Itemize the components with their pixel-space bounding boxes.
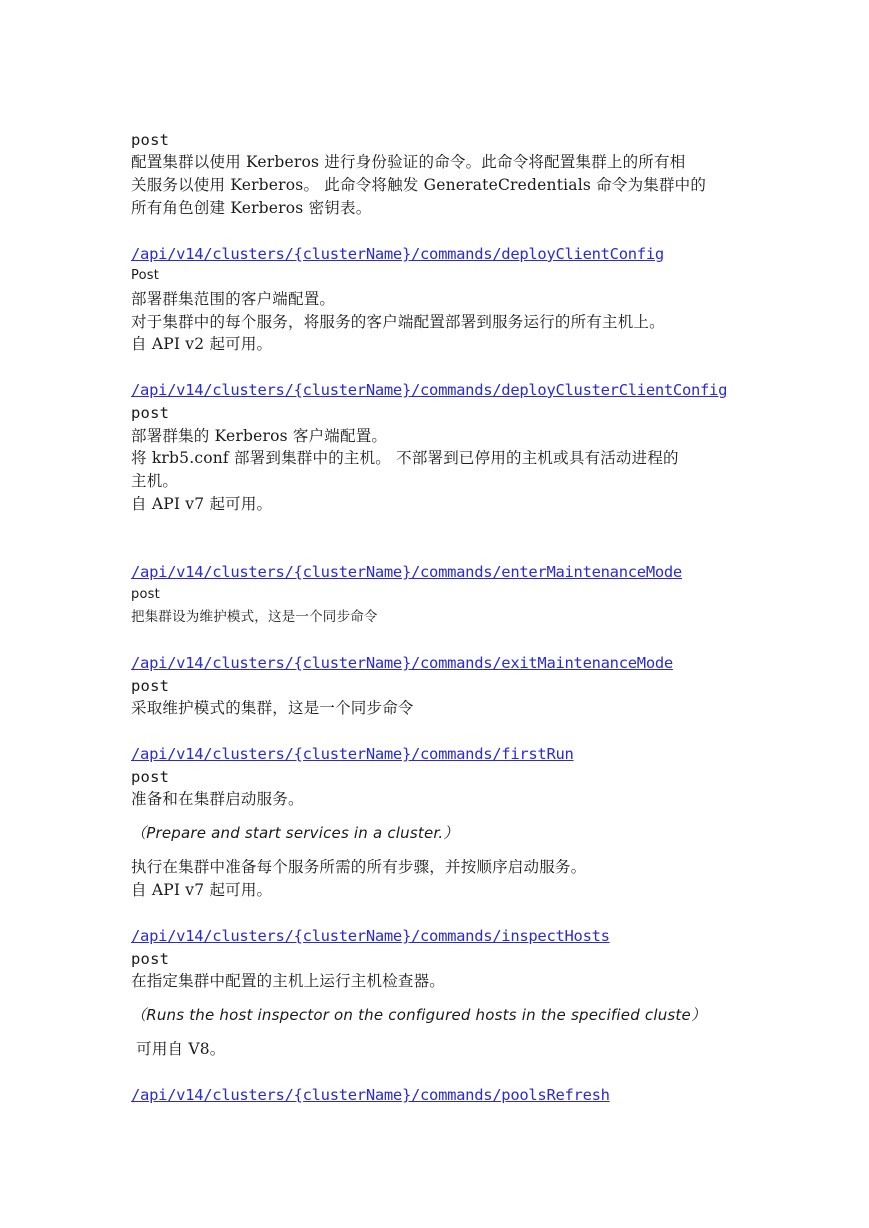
endpoint-desc-line: 将 krb5.conf 部署到集群中的主机。 不部署到已停用的主机或具有活动进程的 <box>131 449 679 467</box>
endpoint-desc-line: 对于集群中的每个服务，将服务的客户端配置部署到服务运行的所有主机上。 <box>131 313 665 331</box>
endpoint-desc-line: 准备和在集群启动服务。 <box>131 790 304 808</box>
endpoint-method: post <box>131 950 170 968</box>
intro-desc-line: 配置集群以使用 Kerberos 进行身份验证的命令。此命令将配置集群上的所有相 <box>131 153 686 171</box>
endpoint-desc-line: 主机。 <box>131 472 179 490</box>
endpoint-desc-line: 执行在集群中准备每个服务所需的所有步骤，并按顺序启动服务。 <box>131 858 587 876</box>
intro-desc-line: 所有角色创建 Kerberos 密钥表。 <box>131 199 372 217</box>
endpoint-desc-english: （Prepare and start services in a cluster.） <box>131 824 459 842</box>
endpoint-method: post <box>131 768 170 786</box>
endpoint-link-firstRun[interactable]: /api/v14/clusters/{clusterName}/commands/firstRun <box>131 745 574 763</box>
endpoint-desc-line: 自 API v7 起可用。 <box>131 881 273 899</box>
endpoint-desc-line: 自 API v2 起可用。 <box>131 335 273 353</box>
endpoint-desc-line: 自 API v7 起可用。 <box>131 495 273 513</box>
endpoint-link-inspectHosts[interactable]: /api/v14/clusters/{clusterName}/commands/inspectHosts <box>131 927 610 945</box>
endpoint-method: post <box>131 587 160 602</box>
endpoint-desc-english: （Runs the host inspector on the configured hosts in the specified cluste） <box>131 1006 707 1024</box>
endpoint-desc-line: 部署群集范围的客户端配置。 <box>131 290 336 308</box>
endpoint-method: post <box>131 677 170 695</box>
endpoint-link-enterMaintenanceMode[interactable]: /api/v14/clusters/{clusterName}/commands/enterMaintenanceMode <box>131 563 682 581</box>
intro-method: post <box>131 131 170 149</box>
endpoint-desc-line: 把集群设为维护模式，这是一个同步命令 <box>131 609 378 625</box>
endpoint-desc-line: 在指定集群中配置的主机上运行主机检查器。 <box>131 972 446 990</box>
endpoint-desc-line: 部署群集的 Kerberos 客户端配置。 <box>131 427 388 445</box>
endpoint-desc-line: 可用自 V8。 <box>131 1040 226 1058</box>
endpoint-method: Post <box>131 268 159 283</box>
endpoint-link-deployClientConfig[interactable]: /api/v14/clusters/{clusterName}/commands/deployClientConfig <box>131 245 664 263</box>
endpoint-link-poolsRefresh[interactable]: /api/v14/clusters/{clusterName}/commands/poolsRefresh <box>131 1086 610 1104</box>
endpoint-link-exitMaintenanceMode[interactable]: /api/v14/clusters/{clusterName}/commands/exitMaintenanceMode <box>131 654 673 672</box>
endpoint-desc-line: 采取维护模式的集群，这是一个同步命令 <box>131 699 414 717</box>
endpoint-link-deployClusterClientConfig[interactable]: /api/v14/clusters/{clusterName}/commands/deployClusterClientConfig <box>131 381 728 399</box>
endpoint-method: post <box>131 404 170 422</box>
intro-desc-line: 关服务以使用 Kerberos。 此命令将触发 GenerateCredentials 命令为集群中的 <box>131 176 707 194</box>
